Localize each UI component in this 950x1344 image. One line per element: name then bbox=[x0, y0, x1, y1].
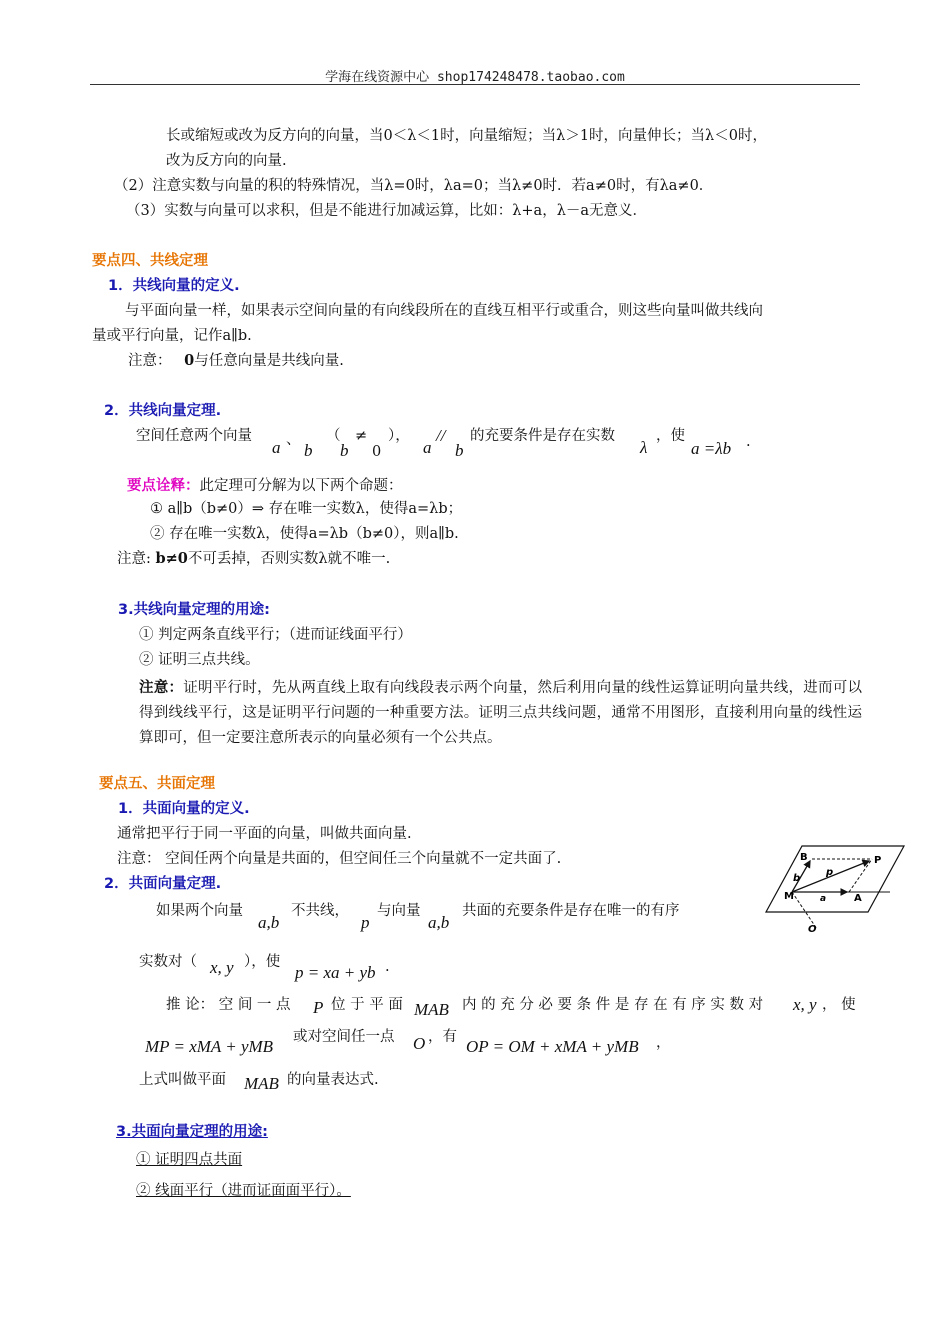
paren-open: （ bbox=[326, 428, 341, 444]
sec5-use-1-text: ① 证明四点共面 bbox=[136, 1152, 243, 1168]
math-xy2: x, y bbox=[793, 995, 817, 1014]
math-MAB2: MAB bbox=[244, 1074, 279, 1093]
sep: 、 bbox=[286, 432, 301, 448]
header-rule bbox=[90, 84, 860, 85]
math-xy: x, y bbox=[210, 958, 234, 977]
inference-text-4: ， 使 bbox=[822, 997, 856, 1013]
coplanar-vector-figure bbox=[762, 842, 907, 934]
use-note-label: 注意： bbox=[139, 679, 184, 696]
label-M: M bbox=[784, 891, 794, 902]
sec5-use-2-text: ② 线面平行（进而证面面平行）。 bbox=[136, 1183, 351, 1199]
label-O: O bbox=[808, 924, 817, 934]
math-p: p bbox=[361, 913, 370, 932]
plane-outline bbox=[766, 846, 904, 912]
math-ab2: a,b bbox=[428, 913, 450, 932]
label-P: P bbox=[874, 855, 882, 866]
sec4-s1-line-2: 量或平行向量，记作a∥b. bbox=[92, 328, 252, 344]
formula-MP: MP = xMA + yMB bbox=[145, 1037, 274, 1056]
explanation-text: 此定理可分解为以下两个命题： bbox=[199, 478, 403, 494]
proposition-2: ② 存在唯一实数λ，使得a=λb（b≠0），则a∥b. bbox=[150, 526, 459, 542]
sec5-subtitle-3: 3.共面向量定理的用途: bbox=[116, 1124, 268, 1140]
note-text: 与任意向量是共线向量. bbox=[194, 353, 344, 369]
dot2: . bbox=[385, 959, 390, 975]
math-ab: a,b bbox=[258, 913, 280, 932]
sec4-s1-note bbox=[128, 351, 344, 371]
inference-text-1: 推 论： 空 间 一 点 bbox=[166, 997, 291, 1013]
zero-vector: 0 bbox=[184, 352, 195, 369]
math-a2: a bbox=[423, 438, 432, 457]
math-MAB: MAB bbox=[414, 1000, 449, 1019]
math-P: P bbox=[313, 998, 324, 1017]
sec4-s1-line-1: 与平面向量一样，如果表示空间向量的有向线段所在的直线互相平行或重合，则这些向量叫做共线向 bbox=[125, 303, 763, 319]
math-lambda: λ bbox=[640, 438, 648, 457]
sec5-s2-text-1: 如果两个向量 bbox=[156, 903, 243, 919]
formula-a-lambda-b: a =λb bbox=[691, 439, 732, 458]
sec4-s2-text-2: 的充要条件是存在实数 bbox=[470, 428, 615, 444]
sec5-use-2 bbox=[136, 1181, 351, 1201]
expl-note bbox=[117, 549, 390, 569]
math-a: a bbox=[272, 438, 281, 457]
explanation-line bbox=[127, 476, 403, 496]
sec4-subtitle-2: 2．共线向量定理. bbox=[104, 403, 222, 419]
expl-note-bold: b≠0 bbox=[155, 550, 188, 567]
section-4-title: 要点四、共线定理 bbox=[92, 253, 208, 269]
expression-text-2: 的向量表达式. bbox=[287, 1072, 379, 1088]
intro-line-3: （2）注意实数与向量的积的特殊情况，当λ=0时，λa=0；当λ≠0时．若a≠0时，有λa≠0． bbox=[114, 178, 714, 194]
label-A: A bbox=[854, 893, 862, 904]
sec5-s2-line2-text2: ），使 bbox=[244, 954, 281, 970]
intro-line-4: （3）实数与向量可以求积，但是不能进行加减运算，比如：λ+a，λ－a无意义． bbox=[126, 203, 648, 219]
label-p: p bbox=[826, 867, 834, 878]
sec4-s2-text-3: ，使 bbox=[656, 428, 685, 444]
sec5-use-1 bbox=[136, 1150, 242, 1170]
sec5-s2-line2-text: 实数对（ bbox=[139, 954, 197, 970]
page-header: 学海在线资源中心 shop174248478.taobao.com bbox=[325, 70, 625, 85]
math-O: O bbox=[413, 1034, 426, 1053]
math-b: b bbox=[304, 441, 313, 460]
formula-OP: OP = OM + xMA + yMB bbox=[466, 1037, 639, 1056]
sec4-s2-text-1: 空间任意两个向量 bbox=[136, 428, 252, 444]
sec4-use-1: ① 判定两条直线平行；（进而证线面平行） bbox=[139, 627, 412, 643]
sec5-s2-text-2: 不共线， bbox=[291, 903, 349, 919]
math-b2: b bbox=[340, 441, 349, 460]
explanation-label: 要点诠释： bbox=[127, 478, 200, 494]
sec5-subtitle-1: 1．共面向量的定义. bbox=[118, 801, 250, 817]
comma: ， bbox=[656, 1035, 671, 1051]
intro-line-1: 长或缩短或改为反方向的向量，当0＜λ＜1时，向量缩短；当λ＞1时，向量伸长；当λ＜0时， bbox=[166, 128, 767, 144]
sec5-s1-line-2: 注意： 空间任两个向量是共面的，但空间任三个向量就不一定共面了. bbox=[117, 851, 562, 867]
label-a: a bbox=[820, 894, 827, 904]
expl-note-label: 注意: bbox=[117, 551, 156, 567]
have-text: ，有 bbox=[428, 1029, 457, 1045]
expression-text-1: 上式叫做平面 bbox=[139, 1072, 226, 1088]
proposition-1: ① a∥b（b≠0）⇒ 存在唯一实数λ，使得a=λb； bbox=[150, 501, 463, 517]
note-label: 注意： bbox=[128, 353, 172, 369]
inference-text-3: 内 的 充 分 必 要 条 件 是 存 在 有 序 实 数 对 bbox=[462, 997, 764, 1013]
section-5-title: 要点五、共面定理 bbox=[99, 776, 215, 792]
sec5-s1-line-1: 通常把平行于同一平面的向量，叫做共面向量. bbox=[117, 826, 412, 842]
math-b3: b bbox=[455, 441, 464, 460]
use-note-text: 证明平行时，先从两直线上取有向线段表示两个向量，然后利用向量的线性运算证明向量共线，进而可以得到线线平行，这是证明平行问题的一种重要方法。证明三点共线问题，通常不用图形，直接利用向量的线性运算即可，但一定要注意所表示的向量必须有一个公共点。 bbox=[139, 680, 862, 746]
math-zero: 0 bbox=[372, 444, 382, 460]
label-B: B bbox=[800, 852, 808, 863]
inference-text-2: 位 于 平 面 bbox=[331, 997, 403, 1013]
label-b: b bbox=[793, 873, 801, 884]
sec4-subtitle-3: 3.共线向量定理的用途: bbox=[118, 602, 270, 618]
sec5-s2-text-4: 共面的充要条件是存在唯一的有序 bbox=[462, 903, 680, 919]
paren-close: ）， bbox=[388, 428, 410, 444]
sec4-use-2: ② 证明三点共线。 bbox=[139, 652, 260, 668]
sec4-subtitle-1: 1．共线向量的定义. bbox=[108, 278, 240, 294]
formula-p-xa-yb: p = xa + yb bbox=[295, 963, 376, 982]
sec5-s2-text-3: 与向量 bbox=[377, 903, 421, 919]
dot: . bbox=[746, 434, 751, 450]
intro-line-2: 改为反方向的向量. bbox=[166, 153, 287, 169]
sec4-use-note bbox=[139, 675, 862, 751]
or-text: 或对空间任一点 bbox=[293, 1029, 395, 1045]
sec5-subtitle-2: 2．共面向量定理. bbox=[104, 876, 222, 892]
math-parallel: // bbox=[436, 426, 446, 445]
math-neq: ≠ bbox=[355, 428, 368, 444]
expl-note-text: 不可丢掉，否则实数λ就不唯一. bbox=[187, 551, 391, 567]
